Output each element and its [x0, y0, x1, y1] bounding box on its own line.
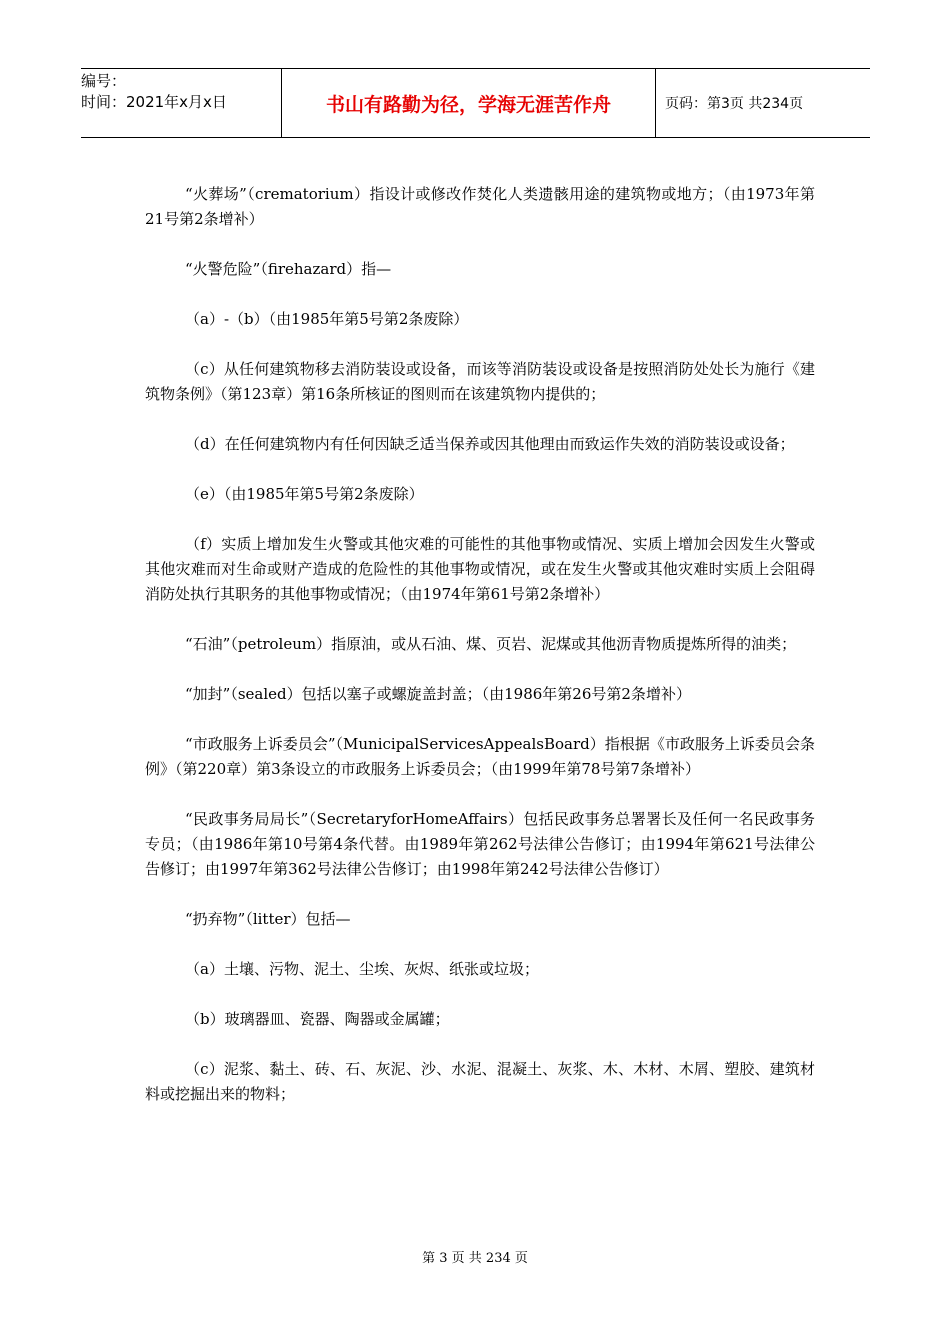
- motto-text: 书山有路勤为径，学海无涯苦作舟: [325, 93, 611, 116]
- page-header: [81, 68, 870, 138]
- number-label: 编号：: [81, 72, 127, 90]
- paragraph: （e）（由1985年第5号第2条废除）: [185, 485, 424, 503]
- paragraph: （a）土壤、污物、泥土、尘埃、灰烬、纸张或垃圾；: [185, 960, 539, 978]
- header-meta: [81, 69, 282, 137]
- paragraph: （d）在任何建筑物内有任何因缺乏适当保养或因其他理由而致运作失效的消防装设或设备；: [185, 435, 795, 453]
- paragraph: “石油”（petroleum）指原油，或从石油、煤、页岩、泥煤或其他沥青物质提炼所得的油类；: [185, 635, 797, 653]
- paragraph: “加封”（sealed）包括以塞子或螺旋盖封盖；（由1986年第26号第2条增补）: [185, 685, 691, 703]
- paragraph: “火警危险”（firehazard）指—: [185, 260, 392, 278]
- paragraph: （f）实质上增加发生火警或其他灾难的可能性的其他事物或情况、实质上增加会因发生火警或其他灾难而对生命或财产造成的危险性的其他事物或情况，或在发生火警或其他灾难时实质上会阻碍消防处执行其职务的其他事物或情况；（由1974年第61号第2条增补）: [145, 535, 815, 603]
- paragraph: （c）从任何建筑物移去消防装设或设备，而该等消防装设或设备是按照消防处处长为施行《建筑物条例》（第123章）第16条所核证的图则而在该建筑物内提供的；: [145, 360, 815, 403]
- header-page-info: [656, 69, 870, 137]
- page-footer: 第 3 页 共 234 页: [422, 1251, 528, 1266]
- paragraph: “市政服务上诉委员会”（MunicipalServicesAppealsBoard）指根据《市政服务上诉委员会条例》（第220章）第3条设立的市政服务上诉委员会；（由1999年第78号第7条增补）: [145, 735, 815, 778]
- date-line: 时间：2021年x月x日: [81, 93, 227, 111]
- header-motto: [282, 69, 656, 137]
- paragraph: “扔弃物”（litter）包括—: [185, 910, 351, 928]
- paragraph: （c）泥浆、黏土、砖、石、灰泥、沙、水泥、混凝土、灰浆、木、木材、木屑、塑胶、建筑材料或挖掘出来的物料；: [145, 1060, 815, 1103]
- page-info-text: 页码：第3页 共234页: [665, 96, 804, 112]
- paragraph: （a）-（b）（由1985年第5号第2条废除）: [185, 310, 469, 328]
- document-body: [145, 182, 815, 1132]
- paragraph: “火葬场”（crematorium）指设计或修改作焚化人类遗骸用途的建筑物或地方；（由1973年第21号第2条增补）: [145, 185, 815, 228]
- paragraph: “民政事务局局长”（SecretaryforHomeAffairs）包括民政事务总署署长及任何一名民政事务专员；（由1986年第10号第4条代替。由1989年第262号法律公告修订；由1994年第621号法律公告修订；由1997年第362号法律公告修订；由1998年第242号法律公告修订）: [145, 810, 815, 878]
- paragraph: （b）玻璃器皿、瓷器、陶器或金属罐；: [185, 1010, 450, 1028]
